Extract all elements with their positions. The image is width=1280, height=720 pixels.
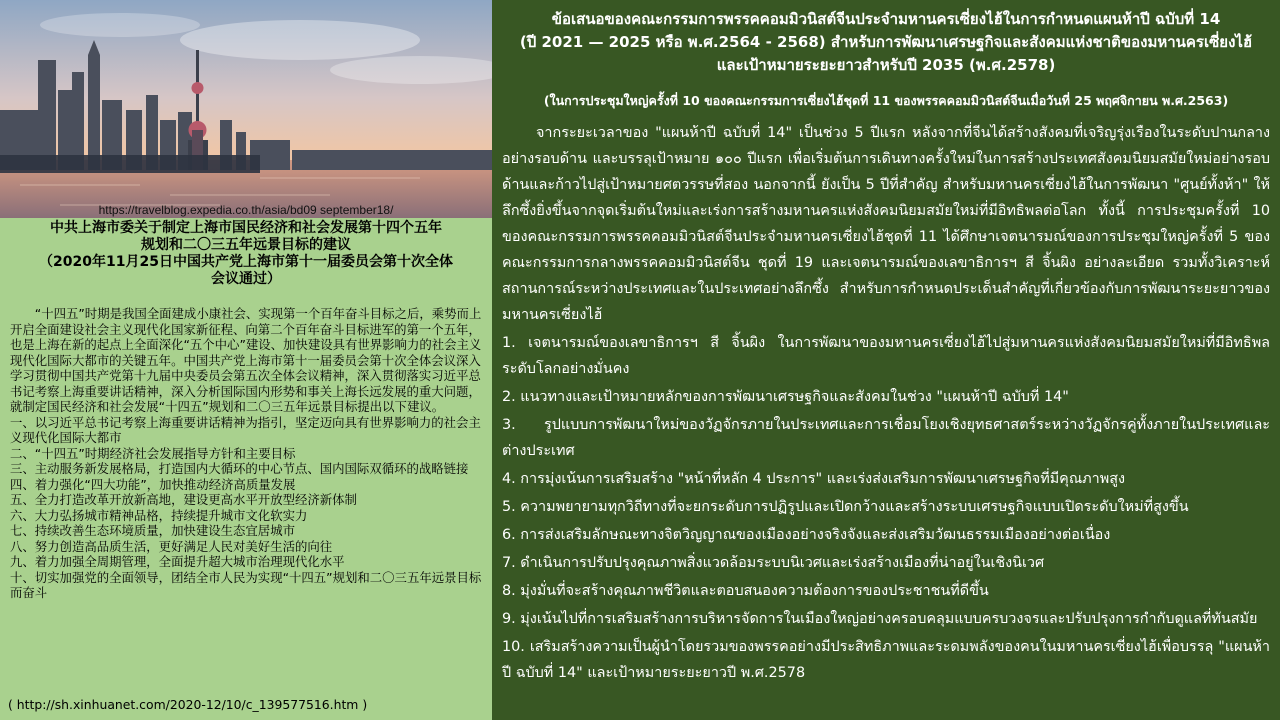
thai-list-item: 5. ความพยายามทุกวิถีทางที่จะยกระดับการปฏิรูปและเปิดกว้างและสร้างระบบเศรษฐกิจแบบเปิดระดับใหม่ที่สูงขึ้น bbox=[502, 499, 1189, 515]
thai-list-item: 7. ดำเนินการปรับปรุงคุณภาพสิ่งแวดล้อมระบบนิเวศและเร่งสร้างเมืองที่น่าอยู่ในเชิงนิเวศ bbox=[502, 555, 1045, 571]
source-link[interactable]: ( http://sh.xinhuanet.com/2020-12/10/c_139577516.htm ) bbox=[8, 697, 368, 712]
chinese-intro-paragraph: “十四五”时期是我国全面建成小康社会、实现第一个百年奋斗目标之后，乘势而上开启全面建设社会主义现代化国家新征程、向第二个百年奋斗目标进军的第一个五年，也是上海在新的起点上全面深化“五个中心”建设、加快建设具有世界影响力的社会主义现代化国际大都市的关键五年。中国共产党上海市第十一届委员会第十次全体会议深入学习贯彻中国共产党第十九届中央委员会第五次全体会议精神，深入贯彻落实习近平总书记考察上海重要讲话精神，深入分析国际国内形势和事关上海长远发展的重大问题，就制定国民经济和社会发展“十四五”规划和二〇三五年远景目标提出以下建议。 bbox=[10, 306, 482, 414]
chinese-list-item: 八、努力创造高品质生活，更好满足人民对美好生活的向往 bbox=[10, 538, 333, 554]
chinese-item-list bbox=[10, 415, 488, 601]
chinese-list-item: 五、全力打造改革开放新高地，建设更高水平开放型经济新体制 bbox=[10, 492, 357, 507]
thai-item-list bbox=[502, 330, 1270, 686]
thai-document-title bbox=[502, 8, 1270, 77]
chinese-panel bbox=[0, 0, 492, 720]
thai-list-item: 6. การส่งเสริมลักษณะทางจิตวิญญาณของเมืองอย่างจริงจังและส่งเสริมวัฒนธรรมเมืองอย่างต่อเนื่อง bbox=[502, 527, 1111, 543]
thai-title-line: ข้อเสนอของคณะกรรมการพรรคคอมมิวนิสต์จีนประจำมหานครเซี่ยงไฮ้ในการกำหนดแผนห้าปี ฉบับที่ 14 bbox=[551, 10, 1221, 28]
chinese-list-item: 七、持续改善生态环境质量，加快建设生态宜居城市 bbox=[10, 523, 295, 538]
photo-credit: https://travelblog.expedia.co.th/asia/bd09 september18/ bbox=[98, 203, 394, 217]
chinese-document-body bbox=[10, 306, 488, 601]
thai-list-item: 10. เสริมสร้างความเป็นผู้นำโดยรวมของพรรคอย่างมีประสิทธิภาพและระดมพลังของคนในมหานครเซี่ยงไฮ้เพื่อบรรลุ "แผนห้าปี ฉบับที่ 14" และเป้าหมายระยะยาวปี พ.ศ.2578 bbox=[502, 639, 1270, 681]
chinese-list-item: 三、主动服务新发展格局，打造国内大循环的中心节点、国内国际双循环的战略链接 bbox=[10, 461, 469, 476]
thai-list-item: 1. เจตนารมณ์ของเลขาธิการฯ สี จิ้นผิง ในการพัฒนาของมหานครเซี่ยงไฮ้ไปสู่มหานครแห่งสังคมนิยมสมัยใหม่ที่มีอิทธิพลระดับโลกอย่างมั่นคง bbox=[502, 335, 1270, 377]
thai-intro-paragraph: จากระยะเวลาของ "แผนห้าปี ฉบับที่ 14" เป็นช่วง 5 ปีแรก หลังจากที่จีนได้สร้างสังคมที่เจริญรุ่งเรืองในระดับปานกลางอย่างรอบด้าน และบรรลุเป้าหมาย ๑๐๐ ปีแรก เพื่อเริ่มต้นการเดินทางครั้งใหม่ในการสร้างประเทศสังคมนิยมสมัยใหม่อย่างรอบด้านและก้าวไปสู่เป้าหมายศตวรรษที่สอง นอกจากนี้ ยังเป็น 5 ปีที่สำคัญ สำหรับมหานครเซี่ยงไฮ้ในการพัฒนา "ศูนย์ทั้งห้า" ให้ลึกซึ้งยิ่งขึ้นจากจุดเริ่มต้นใหม่และเร่งการสร้างมหานครแห่งสังคมนิยมสมัยใหม่ที่มีอิทธิพลต่อโลก ทั้งนี้ การประชุมครั้งที่ 10 ของคณะกรรมการพรรคคอมมิวนิสต์จีนประจำมหานครเซี่ยงไฮ้ชุดที่ 11 ได้ศึกษาเจตนารมณ์ของการประชุมใหญ่ครั้งที่ 5 ของคณะกรรมการกลางพรรคคอมมิวนิสต์จีน ชุดที่ 19 และเจตนารมณ์ของเลขาธิการฯ สี จิ้นผิง อย่างละเอียด รวมทั้งวิเคราะห์สถานการณ์ระหว่างประเทศและในประเทศอย่างลึกซึ้ง สำหรับการกำหนดประเด็นสำคัญที่เกี่ยวข้องกับการพัฒนาระยะยาวของมหานครเซี่ยงไฮ้ bbox=[502, 125, 1270, 323]
chinese-title-line: 会议通过） bbox=[211, 271, 281, 287]
thai-list-item: 3. รูปแบบการพัฒนาใหม่ของวัฏจักรภายในประเทศและการเชื่อมโยงเชิงยุทธศาสตร์ระหว่างวัฏจักรคู่ทั้งภายในประเทศและต่างประเทศ bbox=[502, 417, 1270, 459]
shanghai-skyline-photo bbox=[0, 0, 492, 218]
thai-list-item: 9. มุ่งเน้นไปที่การเสริมสร้างการบริหารจัดการในเมืองใหญ่อย่างครอบคลุมแบบครบวงจรและปรับปรุงการกำกับดูแลที่ทันสมัย bbox=[502, 611, 1258, 627]
chinese-title-line: 规划和二〇三五年远景目标的建议 bbox=[141, 237, 351, 253]
chinese-title-line: 中共上海市委关于制定上海市国民经济和社会发展第十四个五年 bbox=[50, 220, 442, 236]
thai-title-line: (ปี 2021 — 2025 หรือ พ.ศ.2564 - 2568) สำหรับการพัฒนาเศรษฐกิจและสังคมแห่งชาติของมหานครเซี่ยงไฮ้ bbox=[519, 33, 1253, 51]
thai-list-item: 8. มุ่งมั่นที่จะสร้างคุณภาพชีวิตและตอบสนองความต้องการของประชาชนที่ดีขึ้น bbox=[502, 583, 989, 599]
thai-list-item: 4. การมุ่งเน้นการเสริมสร้าง "หน้าที่หลัก 4 ประการ" และเร่งส่งเสริมการพัฒนาเศรษฐกิจที่มีคุณภาพสูง bbox=[502, 471, 1126, 487]
thai-panel bbox=[492, 0, 1280, 720]
chinese-list-item: 一、以习近平总书记考察上海重要讲话精神为指引，坚定迈向具有世界影响力的社会主义现代化国际大都市 bbox=[10, 414, 481, 445]
chinese-list-item: 十、切实加强党的全面领导，团结全市人民为实现“十四五”规划和二〇三五年远景目标而奋斗 bbox=[10, 569, 482, 600]
thai-document-body bbox=[502, 120, 1270, 686]
thai-document-subtitle: (ในการประชุมใหญ่ครั้งที่ 10 ของคณะกรรมการเซี่ยงไฮ้ชุดที่ 11 ของพรรคคอมมิวนิสต์จีนเมื่อวันที่ 25 พฤศจิกายน พ.ศ.2563) bbox=[543, 93, 1229, 108]
chinese-list-item: 六、大力弘扬城市精神品格，持续提升城市文化软实力 bbox=[10, 507, 308, 523]
chinese-title-line: （2020年11月25日中国共产党上海市第十一届委员会第十次全体 bbox=[39, 254, 453, 270]
chinese-document-title bbox=[8, 220, 484, 288]
thai-list-item: 2. แนวทางและเป้าหมายหลักของการพัฒนาเศรษฐกิจและสังคมในช่วง "แผนห้าปี ฉบับที่ 14" bbox=[502, 389, 1069, 405]
chinese-list-item: 二、“十四五”时期经济社会发展指导方针和主要目标 bbox=[10, 445, 296, 461]
chinese-list-item: 四、着力强化“四大功能”，加快推动经济高质量发展 bbox=[10, 476, 296, 492]
thai-title-line: และเป้าหมายระยะยาวสำหรับปี 2035 (พ.ศ.2578) bbox=[716, 56, 1056, 74]
chinese-list-item: 九、着力加强全周期管理，全面提升超大城市治理现代化水平 bbox=[10, 554, 345, 569]
skyline-illustration bbox=[0, 0, 492, 218]
